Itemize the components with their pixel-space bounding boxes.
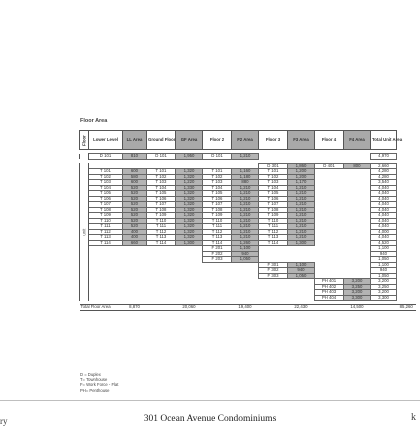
table-cell: 4,280	[371, 169, 397, 175]
table-cell: F 203	[203, 257, 232, 263]
table-cell: T 112	[203, 229, 232, 235]
table-cell: 400	[123, 235, 147, 241]
table-cell: 800	[344, 163, 371, 169]
table-cell: T 103	[89, 180, 123, 186]
total-cell: 19,400	[232, 305, 259, 311]
table-cell: T 105	[147, 191, 176, 197]
table-cell: T 108	[147, 207, 176, 213]
table-cell: 520	[123, 218, 147, 224]
table-cell: 1,050	[371, 273, 397, 279]
floor-group-label	[80, 163, 89, 301]
table-cell: T 103	[259, 180, 288, 186]
table-cell: D 301	[259, 163, 288, 169]
table-cell: T 105	[203, 191, 232, 197]
floor-area-table-wrap	[79, 130, 416, 311]
table-cell: 1,320	[176, 196, 203, 202]
table-cell: 1,210	[232, 229, 259, 235]
table-cell: 4,000	[371, 229, 397, 235]
table-cell: T 103	[147, 180, 176, 186]
table-cell: 1,210	[232, 224, 259, 230]
total-cell: 22,430	[288, 305, 315, 311]
table-cell: D 101	[89, 154, 123, 160]
table-cell: 3,250	[371, 284, 397, 290]
table-cell: 3,200	[371, 290, 397, 296]
table-cell: 1,210	[232, 235, 259, 241]
table-cell: T 104	[147, 185, 176, 191]
table-cell: F 301	[259, 262, 288, 268]
table-cell: T 104	[259, 185, 288, 191]
table-cell: 1,320	[176, 235, 203, 241]
table-cell: T 106	[259, 196, 288, 202]
table-cell: T 111	[203, 224, 232, 230]
table-cell: T 103	[203, 180, 232, 186]
table-cell: 1,210	[288, 202, 315, 208]
table-cell: 1,200	[288, 174, 315, 180]
total-cell	[371, 305, 397, 311]
total-cell	[259, 305, 288, 311]
table-cell: 1,100	[232, 246, 259, 252]
table-cell: 1,100	[288, 262, 315, 268]
table-cell: 940	[371, 268, 397, 274]
table-cell: 1,320	[176, 191, 203, 197]
table-cell: 600	[123, 180, 147, 186]
table-cell: T 110	[259, 218, 288, 224]
table-cell: 1,210	[232, 196, 259, 202]
table-cell: T 112	[89, 229, 123, 235]
table-cell: 520	[123, 191, 147, 197]
table-cell: 520	[123, 196, 147, 202]
table-cell: 3,540	[371, 180, 397, 186]
table-cell: PH 401	[315, 279, 344, 285]
table-cell: 4,040	[371, 224, 397, 230]
table-cell: T 102	[147, 174, 176, 180]
table-cell: 1,300	[176, 240, 203, 246]
table-cell: T 111	[259, 224, 288, 230]
table-cell: 1,320	[176, 207, 203, 213]
table-cell: 1,210	[232, 191, 259, 197]
column-header: Total Unit Area	[371, 131, 397, 150]
floor-group-label-text: unit	[81, 228, 87, 236]
table-cell: 4,040	[371, 218, 397, 224]
table-cell: T 107	[89, 202, 123, 208]
table-cell: F 201	[203, 246, 232, 252]
table-cell: 520	[123, 185, 147, 191]
footer-left-text: ry	[0, 416, 8, 426]
table-cell: 3,300	[371, 295, 397, 301]
table-cell: 1,050	[232, 257, 259, 263]
table-cell: T 101	[259, 169, 288, 175]
total-cell: 20,060	[176, 305, 203, 311]
table-cell: D 101	[203, 154, 232, 160]
table-cell: T 107	[147, 202, 176, 208]
table-header	[80, 131, 417, 150]
total-cell	[315, 305, 344, 311]
table-cell: 1,210	[288, 218, 315, 224]
table-cell: 1,320	[176, 213, 203, 219]
table-cell: T 108	[259, 207, 288, 213]
table-cell: 880	[232, 180, 259, 186]
table-cell: T 114	[89, 240, 123, 246]
table-cell: T 102	[203, 174, 232, 180]
legend-item: F= Work Force - Flat	[80, 382, 119, 388]
table-cell: D 101	[147, 154, 176, 160]
table-cell: 1,210	[232, 213, 259, 219]
table-cell: 4,040	[371, 185, 397, 191]
table-cell: 1,210	[288, 196, 315, 202]
table-cell: PH 404	[315, 295, 344, 301]
table-cell: T 111	[147, 224, 176, 230]
table-cell: 580	[123, 174, 147, 180]
table-cell: 1,210	[288, 224, 315, 230]
table-cell: 1,320	[176, 224, 203, 230]
table-cell: T 107	[203, 202, 232, 208]
legend-item: D = Duplex	[80, 372, 101, 377]
legend	[80, 372, 118, 393]
table-cell: T 109	[89, 213, 123, 219]
table-cell: T 109	[147, 213, 176, 219]
table-cell: T 111	[89, 224, 123, 230]
table-cell: T 108	[203, 207, 232, 213]
table-cell: T 112	[259, 229, 288, 235]
table-cell: 1,050	[288, 273, 315, 279]
table-cell: 1,210	[288, 191, 315, 197]
column-header: LL Area	[123, 131, 147, 150]
table-cell: 1,210	[232, 207, 259, 213]
table-cell: 1,100	[371, 262, 397, 268]
table-cell: T 114	[147, 240, 176, 246]
table-cell: T 106	[89, 196, 123, 202]
table-cell: T 114	[259, 240, 288, 246]
table-cell: 810	[123, 154, 147, 160]
table-cell: 520	[123, 207, 147, 213]
table-body	[80, 150, 417, 311]
table-cell: 520	[123, 224, 147, 230]
table-cell: T 112	[147, 229, 176, 235]
table-cell: 520	[123, 202, 147, 208]
table-cell: F 302	[259, 268, 288, 274]
table-cell: T 110	[147, 218, 176, 224]
table-cell: 1,860	[288, 163, 315, 169]
column-header: Lower Level	[89, 131, 123, 150]
table-cell: 1,320	[176, 169, 203, 175]
table-cell: T 104	[89, 185, 123, 191]
table-cell: 1,210	[288, 207, 315, 213]
table-cell: 3,200	[371, 279, 397, 285]
table-cell: 940	[232, 251, 259, 257]
table-cell: 1,210	[232, 218, 259, 224]
legend-item: PH= Penthouse	[80, 387, 110, 393]
table-cell: 4,970	[371, 154, 397, 160]
table-cell: T 106	[203, 196, 232, 202]
table-cell: 1,210	[288, 229, 315, 235]
table-cell: 1,950	[176, 154, 203, 160]
table-cell: 2,660	[371, 163, 397, 169]
table-cell: T 102	[259, 174, 288, 180]
table-cell: PH 402	[315, 284, 344, 290]
table-cell: 1,200	[288, 169, 315, 175]
table-cell: T 106	[147, 196, 176, 202]
table-cell: 4,280	[371, 174, 397, 180]
table-cell: 400	[123, 229, 147, 235]
table-cell: 1,210	[288, 185, 315, 191]
column-header: GF Area	[176, 131, 203, 150]
total-cell: 8,870	[123, 305, 147, 311]
table-cell: T 107	[259, 202, 288, 208]
table-cell: 520	[123, 213, 147, 219]
table-cell: T 101	[89, 169, 123, 175]
table-cell: 660	[123, 240, 147, 246]
total-cell	[147, 305, 176, 311]
table-cell: T 114	[203, 240, 232, 246]
table-cell: T 110	[89, 218, 123, 224]
column-header: Floor 3	[259, 131, 288, 150]
table-cell: T 102	[89, 174, 123, 180]
table-cell: 4,040	[371, 235, 397, 241]
table-cell: 4,040	[371, 196, 397, 202]
table-cell: 940	[371, 251, 397, 257]
table-cell: T 113	[203, 235, 232, 241]
table-cell: D 401	[315, 163, 344, 169]
table-cell: 1,210	[232, 202, 259, 208]
table-cell: 940	[288, 268, 315, 274]
table-cell: PH 403	[315, 290, 344, 296]
table-cell: F 202	[203, 251, 232, 257]
table-cell: 1,210	[288, 213, 315, 219]
table-cell: F 303	[259, 273, 288, 279]
footer-divider	[0, 400, 420, 401]
table-cell: 1,210	[288, 235, 315, 241]
table-cell: 1,260	[232, 240, 259, 246]
table-cell: T 108	[89, 207, 123, 213]
table-cell: 1,320	[176, 229, 203, 235]
table-cell: 1,320	[176, 202, 203, 208]
table-cell: 4,040	[371, 213, 397, 219]
table-cell: 1,220	[176, 180, 203, 186]
table-cell: T 101	[203, 169, 232, 175]
table-cell: 3,200	[344, 279, 371, 285]
table-cell: 600	[123, 169, 147, 175]
table-cell: 4,040	[371, 202, 397, 208]
section-title: Floor Area	[80, 118, 108, 124]
column-header: F3 Area	[288, 131, 315, 150]
table-cell: T 105	[89, 191, 123, 197]
table-cell: 3,250	[344, 284, 371, 290]
total-row	[80, 305, 417, 311]
floor-area-table	[79, 130, 416, 311]
table-cell: T 113	[89, 235, 123, 241]
table-cell: 4,520	[371, 240, 397, 246]
total-cell: 85,260	[397, 305, 417, 311]
table-cell: T 109	[259, 213, 288, 219]
footer-title: 301 Ocean Avenue Condominiums	[143, 414, 277, 424]
table-cell: 1,050	[371, 257, 397, 263]
table-cell: 1,330	[176, 185, 203, 191]
column-header: Ground Floor	[147, 131, 176, 150]
column-header: F2 Area	[232, 131, 259, 150]
table-cell: T 105	[259, 191, 288, 197]
table-cell: 4,040	[371, 191, 397, 197]
table-cell: 1,180	[232, 174, 259, 180]
table-cell: 3,300	[344, 295, 371, 301]
total-label: Total Floor Area	[80, 305, 123, 311]
table-cell: 1,100	[371, 246, 397, 252]
table-cell: T 109	[203, 213, 232, 219]
floor-column-header: Floor	[80, 131, 89, 150]
total-cell	[203, 305, 232, 311]
table-cell: 1,320	[176, 218, 203, 224]
footer-logo: k	[411, 412, 416, 423]
table-cell: T 101	[147, 169, 176, 175]
table-cell: 1,300	[288, 240, 315, 246]
table-cell: T 110	[203, 218, 232, 224]
table-cell: 1,170	[288, 180, 315, 186]
table-cell: 4,040	[371, 207, 397, 213]
table-cell: 1,210	[232, 154, 259, 160]
table-cell: T 113	[259, 235, 288, 241]
legend-item: T= Townhouse	[80, 377, 108, 383]
table-cell: 1,160	[232, 169, 259, 175]
column-header: F4 Area	[344, 131, 371, 150]
column-header: Floor 4	[315, 131, 344, 150]
table-cell: T 113	[147, 235, 176, 241]
table-cell: T 104	[203, 185, 232, 191]
total-cell: 14,500	[344, 305, 371, 311]
table-cell: 1,210	[232, 185, 259, 191]
table-cell: 1,320	[176, 174, 203, 180]
column-header: Floor 2	[203, 131, 232, 150]
table-cell: 3,200	[344, 290, 371, 296]
